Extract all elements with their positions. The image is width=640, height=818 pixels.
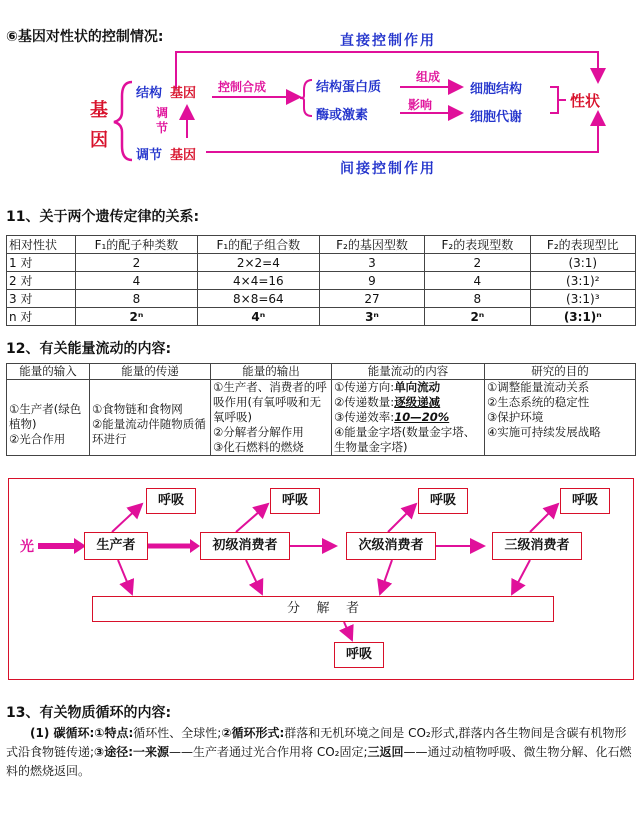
p-lead: (1) 碳循环:①特点: [30,726,134,740]
table-cell: 4×4=16 [197,272,319,290]
list-item: ②光合作用 [9,432,66,446]
compose-label: 组成 [416,70,441,84]
decomposer-box: 分 解 者 [92,596,554,622]
table-cell: n 对 [7,308,76,326]
table-cell: (3:1)ⁿ [530,308,635,326]
decomp-arrow-4 [512,560,530,594]
list-item: ④实施可持续发展战略 [487,425,601,439]
cell-metabolism-label: 细胞代谢 [470,110,523,125]
respiration-box: 呼吸 [418,488,468,514]
header-cell: 研究的目的 [485,364,636,380]
table-cell: 8 [425,290,530,308]
p-bold: ③途径: [94,745,134,759]
p-bold: 一来源 [133,745,170,759]
table-cell: 2ⁿ [425,308,530,326]
list-item: ②分解者分解作用 [213,425,304,439]
direction-prefix: ①传递方向: [334,380,395,394]
table-cell: 2×2=4 [197,254,319,272]
header-cell: 能量流动的内容 [332,364,485,380]
decomp-arrow-1 [118,560,132,594]
section11-title: 11、关于两个遗传定律的关系: [6,209,200,225]
table-cell: 8 [76,290,198,308]
list-item: ③化石燃料的燃烧 [213,440,304,454]
structural-gene-label: 基因 [170,86,197,101]
table-cell: 27 [319,290,424,308]
table-cell: (3:1)² [530,272,635,290]
producer-box: 生产者 [84,532,148,560]
table-cell: 2 对 [7,272,76,290]
direct-control-label: 直接控制作用 [340,33,436,49]
table-cell: 4 [76,272,198,290]
p-bold: ②循环形式: [221,726,285,740]
structural-label: 结构 [136,86,163,101]
list-item: ②生态系统的稳定性 [487,395,590,409]
table-cell: 4 [425,272,530,290]
list-item: ①调整能量流动关系 [487,380,590,394]
p-text: 群落和无机环境之间是 CO₂形式,群落内各生物间是含碳有机物形式沿食物链传递; [6,726,627,759]
resp-arrow-4 [530,504,558,532]
p-text: ——生产者通过光合作用将 CO₂固定; [169,745,368,759]
tertiary-consumer-box: 三级消费者 [492,532,582,560]
header-cell: 能量的输入 [7,364,90,380]
table-cell: 2 [425,254,530,272]
direction-value: 单向流动 [394,380,441,394]
list-item: ①食物链和食物网 [92,402,183,416]
table-cell: 3ⁿ [319,308,424,326]
section12-title: 12、有关能量流动的内容: [6,341,172,357]
resp-arrow-1 [112,504,142,532]
secondary-consumer-box: 次级消费者 [346,532,436,560]
section6-title: ⑥基因对性状的控制情况: [6,29,164,45]
list-item: ①生产者、消费者的呼吸作用(有氧呼吸和无氧呼吸) [213,380,327,424]
decomp-resp-arrow [344,622,352,640]
efficiency-value: 10—20% [394,410,450,424]
section13-title: 13、有关物质循环的内容: [6,705,172,721]
table-cell: 2 [76,254,198,272]
table-cell: 3 对 [7,290,76,308]
efficiency-prefix: ③传递效率: [334,410,395,424]
resp-arrow-2 [236,504,268,532]
cell-structure-label: 细胞结构 [470,82,523,97]
p-text: ——通过动植物呼吸、微生物分解、化石燃料的燃烧返回。 [6,745,632,778]
list-item: ③保护环境 [487,410,544,424]
decomp-arrow-2 [246,560,262,594]
trait-label: 性状 [570,92,601,110]
gene-label: 基因 [90,100,108,151]
table-cell: (3:1) [530,254,635,272]
header-cell: F₂的表现型比 [530,236,635,254]
respiration-box: 呼吸 [270,488,320,514]
list-item: ②能量流动伴随物质循环进行 [92,417,206,446]
resp-arrow-3 [388,504,416,532]
header-cell: 能量的传递 [90,364,211,380]
indirect-control-label: 间接控制作用 [340,161,436,177]
primary-consumer-box: 初级消费者 [200,532,290,560]
influence-label: 影响 [408,98,433,112]
table-cell: 8×8=64 [197,290,319,308]
regulate-label: 调节 [156,106,169,135]
table-cell: (3:1)³ [530,290,635,308]
table-cell: 4ⁿ [197,308,319,326]
struct-protein-label: 结构蛋白质 [316,80,382,95]
header-cell: F₂的表现型数 [425,236,530,254]
respiration-box: 呼吸 [146,488,196,514]
p-bold: 三返回 [367,745,404,759]
list-item: ④能量金字塔(数量金字塔、生物量金字塔) [334,425,476,454]
carbon-cycle-paragraph [6,724,634,781]
table-cell: 3 [319,254,424,272]
list-item: ①生产者(绿色植物) [9,402,82,431]
decomp-arrow-3 [380,560,392,594]
regulatory-gene-label: 基因 [170,148,197,163]
regulatory-label: 调节 [136,148,163,163]
table-cell: 2ⁿ [76,308,198,326]
enzyme-hormone-label: 酶或激素 [316,108,369,123]
table-cell: 1 对 [7,254,76,272]
header-cell: F₁的配子种类数 [76,236,198,254]
amount-value: 逐级递减 [394,395,441,409]
header-cell: 相对性状 [7,236,76,254]
respiration-box: 呼吸 [334,642,384,668]
control-synth-label: 控制合成 [218,80,267,94]
light-label: 光 [20,539,34,555]
table-cell: 9 [319,272,424,290]
header-cell: 能量的输出 [211,364,332,380]
respiration-box: 呼吸 [560,488,610,514]
header-cell: F₂的基因型数 [319,236,424,254]
p-text: 循环性、全球性; [133,726,222,740]
amount-prefix: ②传递数量: [334,395,395,409]
header-cell: F₁的配子组合数 [197,236,319,254]
